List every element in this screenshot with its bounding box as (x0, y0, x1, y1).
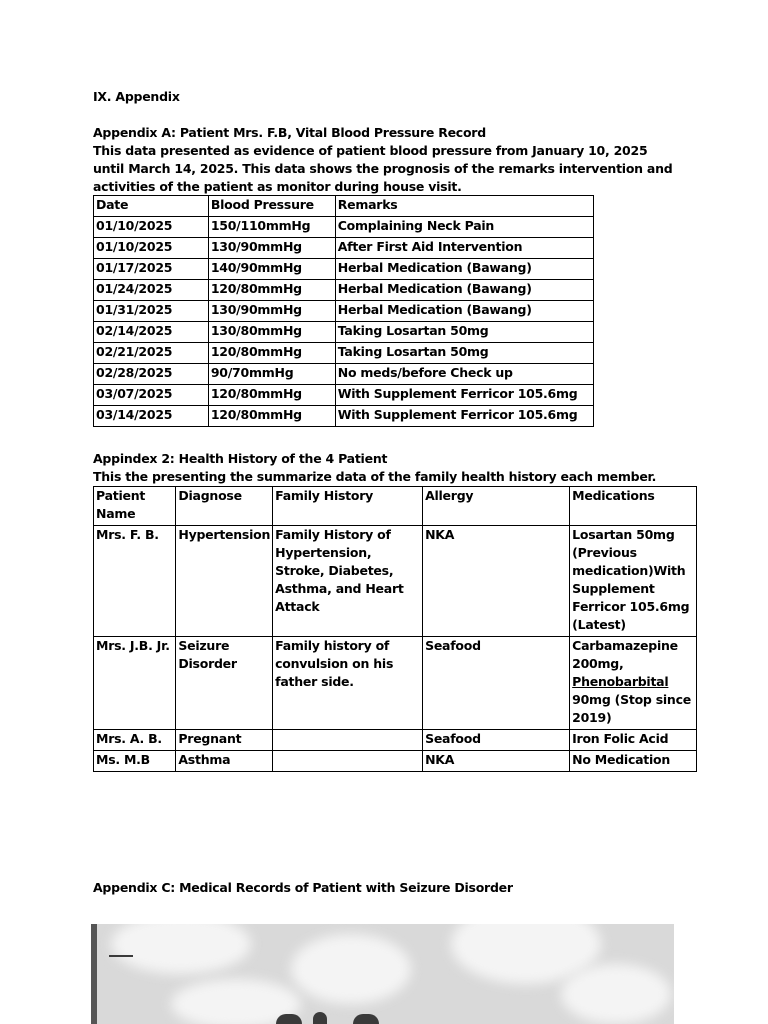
date-cell: 02/14/2025 (94, 322, 209, 343)
appendix-2-description: This the presenting the summarize data of the family health history each member. (93, 469, 657, 484)
appendix-a-title: Appendix A: Patient Mrs. F.B, Vital Blood Pressure Record (93, 125, 486, 140)
column-header-family-history: Family History (273, 487, 423, 526)
date-cell: 02/28/2025 (94, 364, 209, 385)
table-row (94, 280, 594, 301)
remarks-cell: With Supplement Ferricor 105.6mg (335, 385, 593, 406)
diagnose-cell: Hypertension (176, 526, 273, 637)
family-history-cell (273, 751, 423, 772)
medications-cell: Losartan 50mg (Previous medication)With Supplement Ferricor 105.6mg (Latest) (570, 526, 697, 637)
allergy-cell: Seafood (423, 637, 570, 730)
photo-glare (291, 934, 411, 1004)
medical-record-photo (91, 924, 674, 1024)
appendix-a-description: This data presented as evidence of patient blood pressure from January 10, 2025 until March 14, 2025. This data shows the prognosis of the remarks intervention and activities of the patient as monitor during house visit. (93, 143, 673, 194)
date-cell: 03/14/2025 (94, 406, 209, 427)
column-header-allergy: Allergy (423, 487, 570, 526)
family-history-cell (273, 730, 423, 751)
date-cell: 01/31/2025 (94, 301, 209, 322)
allergy-cell: NKA (423, 526, 570, 637)
photo-mark (313, 1012, 327, 1024)
blood-pressure-cell: 120/80mmHg (208, 385, 335, 406)
table-header-row (94, 487, 697, 526)
diagnose-cell: Asthma (176, 751, 273, 772)
blood-pressure-cell: 130/90mmHg (208, 238, 335, 259)
column-header-blood-pressure: Blood Pressure (208, 196, 335, 217)
blood-pressure-cell: 130/80mmHg (208, 322, 335, 343)
medication-text: Carbamazepine 200mg, (572, 638, 678, 671)
allergy-cell: Seafood (423, 730, 570, 751)
remarks-cell: After First Aid Intervention (335, 238, 593, 259)
allergy-cell: NKA (423, 751, 570, 772)
patient-name-cell: Mrs. J.B. Jr. (94, 637, 176, 730)
diagnose-cell: Pregnant (176, 730, 273, 751)
medication-text: 90mg (Stop since 2019) (572, 692, 691, 725)
table-row (94, 385, 594, 406)
remarks-cell: No meds/before Check up (335, 364, 593, 385)
table-row (94, 238, 594, 259)
remarks-cell: Herbal Medication (Bawang) (335, 259, 593, 280)
medication-underlined-text: Phenobarbital (572, 674, 669, 689)
section-heading: IX. Appendix (93, 89, 180, 104)
date-cell: 01/10/2025 (94, 217, 209, 238)
family-history-cell: Family history of convulsion on his father side. (273, 637, 423, 730)
diagnose-cell: Seizure Disorder (176, 637, 273, 730)
patient-name-cell: Ms. M.B (94, 751, 176, 772)
date-cell: 03/07/2025 (94, 385, 209, 406)
blood-pressure-cell: 120/80mmHg (208, 343, 335, 364)
medications-cell: No Medication (570, 751, 697, 772)
remarks-cell: Taking Losartan 50mg (335, 322, 593, 343)
photo-mark (276, 1014, 302, 1024)
table-row (94, 751, 697, 772)
table-row (94, 406, 594, 427)
blood-pressure-cell: 120/80mmHg (208, 406, 335, 427)
table-row (94, 364, 594, 385)
photo-edge (91, 924, 97, 1024)
column-header-patient-name: Patient Name (94, 487, 176, 526)
photo-mark (353, 1014, 379, 1024)
table-row (94, 217, 594, 238)
table-row (94, 322, 594, 343)
blood-pressure-cell: 150/110mmHg (208, 217, 335, 238)
column-header-diagnose: Diagnose (176, 487, 273, 526)
blood-pressure-table (93, 195, 594, 427)
blood-pressure-cell: 120/80mmHg (208, 280, 335, 301)
table-row (94, 637, 697, 730)
patient-name-cell: Mrs. A. B. (94, 730, 176, 751)
blood-pressure-cell: 140/90mmHg (208, 259, 335, 280)
date-cell: 01/17/2025 (94, 259, 209, 280)
date-cell: 01/10/2025 (94, 238, 209, 259)
table-header-row (94, 196, 594, 217)
photo-glare (111, 924, 251, 974)
family-history-cell: Family History of Hypertension, Stroke, Diabetes, Asthma, and Heart Attack (273, 526, 423, 637)
medications-cell: Iron Folic Acid (570, 730, 697, 751)
blood-pressure-cell: 90/70mmHg (208, 364, 335, 385)
appendix-c-title: Appendix C: Medical Records of Patient with Seizure Disorder (93, 880, 513, 895)
photo-glare (561, 964, 671, 1024)
blood-pressure-cell: 130/90mmHg (208, 301, 335, 322)
photo-mark (109, 955, 133, 957)
health-history-table (93, 486, 697, 772)
remarks-cell: Herbal Medication (Bawang) (335, 280, 593, 301)
remarks-cell: Taking Losartan 50mg (335, 343, 593, 364)
medications-cell (570, 637, 697, 730)
patient-name-cell: Mrs. F. B. (94, 526, 176, 637)
remarks-cell: With Supplement Ferricor 105.6mg (335, 406, 593, 427)
date-cell: 02/21/2025 (94, 343, 209, 364)
date-cell: 01/24/2025 (94, 280, 209, 301)
remarks-cell: Complaining Neck Pain (335, 217, 593, 238)
column-header-date: Date (94, 196, 209, 217)
table-row (94, 301, 594, 322)
table-row (94, 526, 697, 637)
column-header-medications: Medications (570, 487, 697, 526)
remarks-cell: Herbal Medication (Bawang) (335, 301, 593, 322)
table-row (94, 343, 594, 364)
appendix-2-title: Appindex 2: Health History of the 4 Patient (93, 451, 388, 466)
column-header-remarks: Remarks (335, 196, 593, 217)
table-row (94, 730, 697, 751)
table-row (94, 259, 594, 280)
